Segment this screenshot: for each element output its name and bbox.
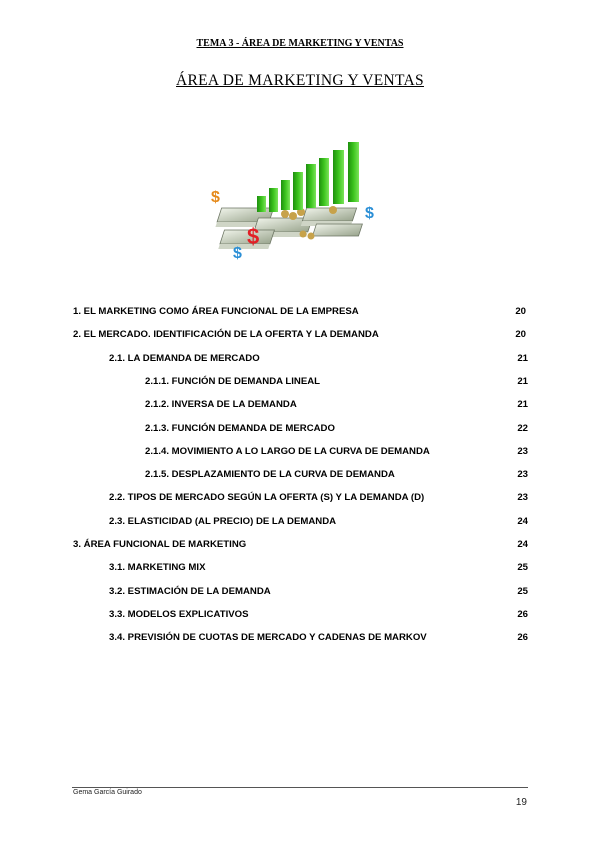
toc-entry[interactable] xyxy=(109,561,526,575)
toc-entry-page: 21 xyxy=(517,352,528,364)
toc-entry-page: 21 xyxy=(517,375,528,387)
toc-entry[interactable] xyxy=(145,398,526,412)
toc-entry-page: 24 xyxy=(517,515,528,527)
toc-entry-page: 23 xyxy=(517,469,528,481)
toc-entry-label: 3.4. PREVISIÓN DE CUOTAS DE MERCADO Y CADENAS DE MARKOV xyxy=(109,632,427,644)
toc-entry-page: 22 xyxy=(517,422,528,434)
toc-entry-label: 3.2. ESTIMACIÓN DE LA DEMANDA xyxy=(109,585,271,597)
toc-entry-label: 3. ÁREA FUNCIONAL DE MARKETING xyxy=(73,539,247,550)
toc-entry-page: 21 xyxy=(517,399,528,411)
toc-entry-label: 2.2. TIPOS DE MERCADO SEGÚN LA OFERTA (S) Y LA DEMANDA (D) xyxy=(109,492,425,504)
toc-entry-label: 2.1.4. MOVIMIENTO A LO LARGO DE LA CURVA DE DEMANDA xyxy=(145,445,430,457)
toc-entry-page: 25 xyxy=(517,585,528,597)
toc-entry[interactable] xyxy=(145,422,526,436)
toc-entry[interactable] xyxy=(73,305,526,319)
page-title: ÁREA DE MARKETING Y VENTAS xyxy=(176,72,424,89)
toc-entry[interactable] xyxy=(109,608,526,622)
toc-entry[interactable] xyxy=(109,515,526,529)
toc-entry-page: 23 xyxy=(517,492,528,504)
toc-entry-label: 3.1. MARKETING MIX xyxy=(109,562,206,574)
toc-entry[interactable] xyxy=(73,538,526,552)
running-header: TEMA 3 - ÁREA DE MARKETING Y VENTAS xyxy=(196,38,404,49)
toc-entry[interactable] xyxy=(109,631,526,645)
footer-author: Gema García Guirado xyxy=(73,789,142,796)
toc-entry-label: 1. EL MARKETING COMO ÁREA FUNCIONAL DE LA EMPRESA xyxy=(73,306,359,317)
toc-entry-label: 2.1.3. FUNCIÓN DEMANDA DE MERCADO xyxy=(145,422,335,434)
toc-entry-page: 25 xyxy=(517,562,528,574)
toc-entry[interactable] xyxy=(109,585,526,599)
toc-entry-label: 2.1.5. DESPLAZAMIENTO DE LA CURVA DE DEMANDA xyxy=(145,469,395,481)
toc-entry-page: 23 xyxy=(517,445,528,457)
toc-entry-label: 2. EL MERCADO. IDENTIFICACIÓN DE LA OFERTA Y LA DEMANDA xyxy=(73,329,379,341)
dollar-sign-icon: $ xyxy=(211,189,220,206)
toc-entry[interactable] xyxy=(145,445,526,459)
toc-entry-page: 24 xyxy=(517,539,528,550)
toc-entry-label: 2.3. ELASTICIDAD (AL PRECIO) DE LA DEMANDA xyxy=(109,515,337,527)
toc-entry-page: 20 xyxy=(515,329,526,341)
toc-entry-label: 2.1. LA DEMANDA DE MERCADO xyxy=(109,352,260,364)
toc-entry-page: 26 xyxy=(517,632,528,644)
toc-entry-page: 26 xyxy=(517,608,528,620)
footer-page-number: 19 xyxy=(515,797,527,808)
toc-entry[interactable] xyxy=(109,491,526,505)
dollar-sign-icon: $ xyxy=(233,245,242,262)
toc-entry[interactable] xyxy=(145,468,526,482)
toc-entry-label: 2.1.2. INVERSA DE LA DEMANDA xyxy=(145,399,297,411)
toc-entry-label: 2.1.1. FUNCIÓN DE DEMANDA LINEAL xyxy=(145,375,321,387)
toc-entry[interactable] xyxy=(145,375,526,389)
dollar-sign-icon: $ xyxy=(365,205,374,222)
toc-entry[interactable] xyxy=(73,328,526,342)
toc-entry-label: 3.3. MODELOS EXPLICATIVOS xyxy=(109,608,249,620)
dollar-sign-icon: $ xyxy=(247,224,260,249)
toc-entry[interactable] xyxy=(109,352,526,366)
toc-entry-page: 20 xyxy=(515,306,526,317)
footer-divider xyxy=(72,787,528,788)
